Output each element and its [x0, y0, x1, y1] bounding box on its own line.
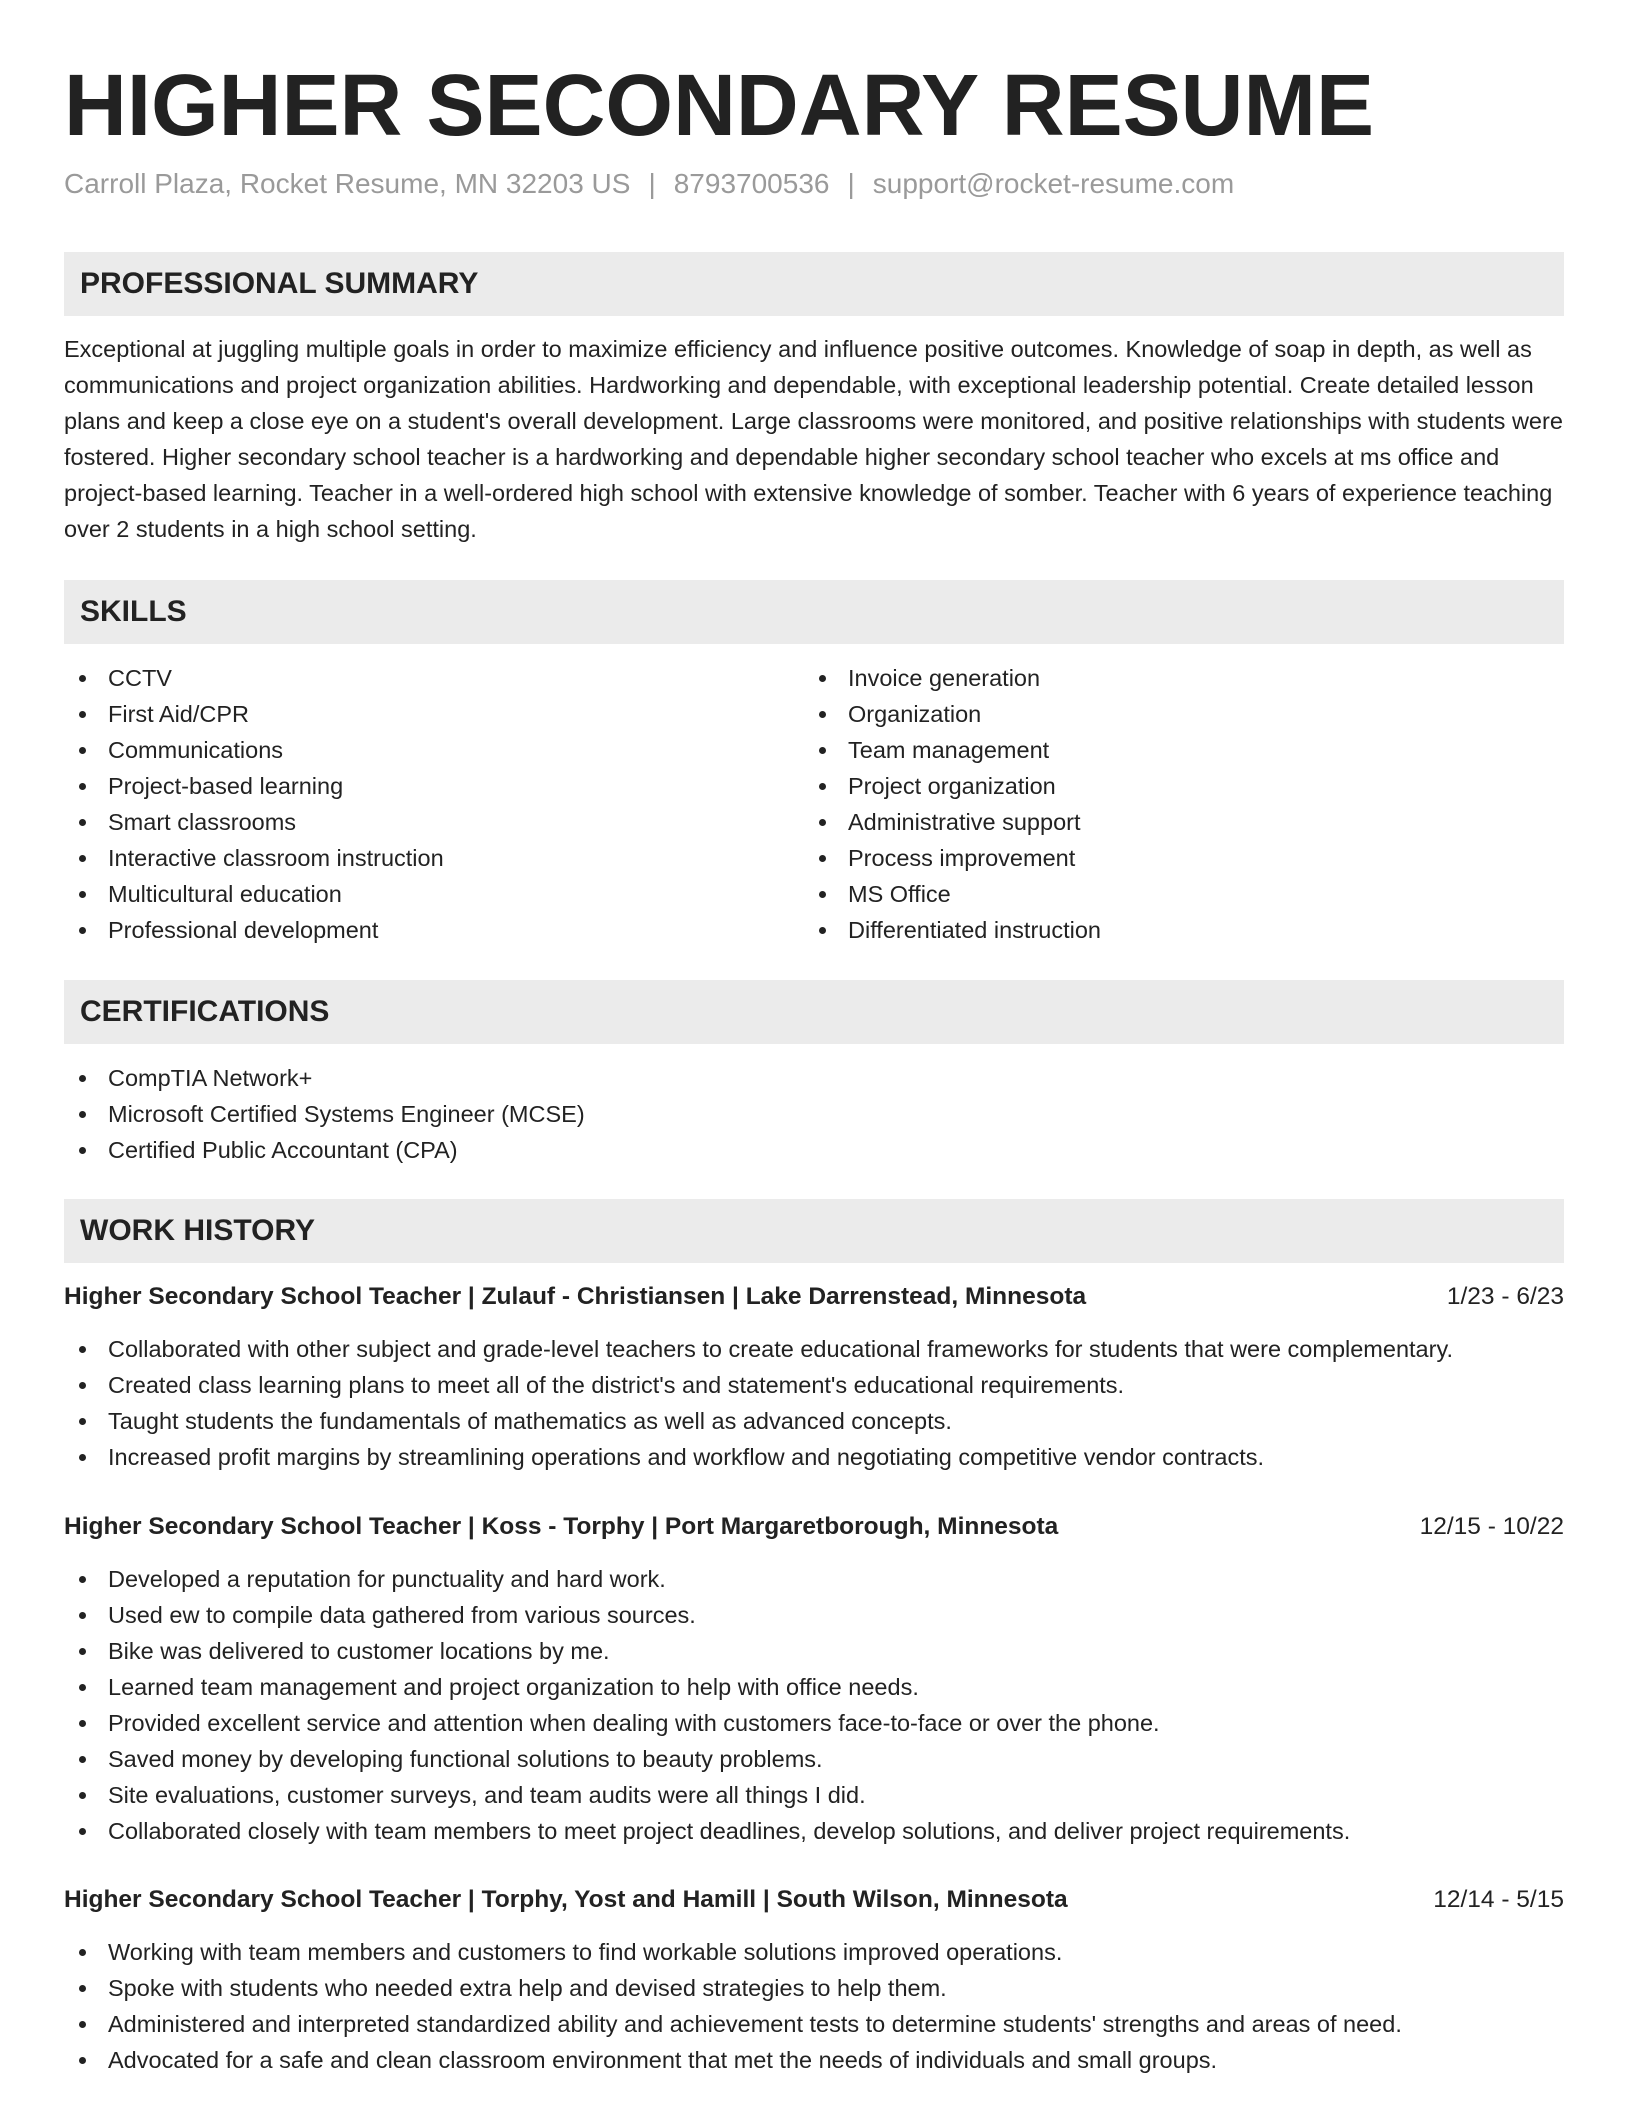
- job-dates: 1/23 - 6/23: [1446, 1283, 1564, 1310]
- job-bullet: Bike was delivered to customer locations by me.: [64, 1633, 1350, 1669]
- job-bullets: [64, 1331, 1453, 1475]
- skill-item: MS Office: [804, 876, 1101, 912]
- skill-item: Communications: [64, 732, 444, 768]
- contact-line: [64, 166, 1234, 202]
- resume-title: HIGHER SECONDARY RESUME: [64, 57, 1375, 154]
- section-header-skills: SKILLS: [64, 580, 1564, 644]
- contact-email[interactable]: support@rocket-resume.com: [872, 168, 1235, 199]
- certifications-list: [64, 1060, 585, 1168]
- job-bullet: Spoke with students who needed extra help and devised strategies to help them.: [64, 1970, 1402, 2006]
- skill-item: Organization: [804, 696, 1101, 732]
- job-bullet: Site evaluations, customer surveys, and team audits were all things I did.: [64, 1777, 1350, 1813]
- job-heading: [64, 1279, 1564, 1315]
- section-header-summary: PROFESSIONAL SUMMARY: [64, 252, 1564, 316]
- job-bullet: Advocated for a safe and clean classroom environment that met the needs of individuals and small groups.: [64, 2042, 1402, 2078]
- job-title: Higher Secondary School Teacher | Torphy, Yost and Hamill | South Wilson, Minnesota: [64, 1886, 1068, 1913]
- certification-item: Microsoft Certified Systems Engineer (MCSE): [64, 1096, 585, 1132]
- certification-item: Certified Public Accountant (CPA): [64, 1132, 585, 1168]
- job-bullet: Working with team members and customers to find workable solutions improved operations.: [64, 1934, 1402, 1970]
- skill-item: Smart classrooms: [64, 804, 444, 840]
- section-header-work-history: WORK HISTORY: [64, 1199, 1564, 1263]
- job-heading: [64, 1509, 1564, 1545]
- skills-list-left: [64, 660, 444, 948]
- job-bullet: Increased profit margins by streamlining operations and workflow and negotiating competitive vendor contracts.: [64, 1439, 1453, 1475]
- job-bullet: Created class learning plans to meet all of the district's and statement's educational requirements.: [64, 1367, 1453, 1403]
- section-header-certifications: CERTIFICATIONS: [64, 980, 1564, 1044]
- job-dates: 12/14 - 5/15: [1433, 1886, 1564, 1913]
- skill-item: Project-based learning: [64, 768, 444, 804]
- skill-item: Interactive classroom instruction: [64, 840, 444, 876]
- contact-address: Carroll Plaza, Rocket Resume, MN 32203 US: [64, 168, 631, 199]
- job-bullet: Learned team management and project organization to help with office needs.: [64, 1669, 1350, 1705]
- job-bullets: [64, 1561, 1350, 1849]
- skill-item: CCTV: [64, 660, 444, 696]
- job-title: Higher Secondary School Teacher | Zulauf - Christiansen | Lake Darrenstead, Minnesota: [64, 1283, 1087, 1310]
- contact-separator: |: [847, 168, 855, 199]
- skill-item: Invoice generation: [804, 660, 1101, 696]
- summary-text: Exceptional at juggling multiple goals in order to maximize efficiency and influence positive outcomes. Knowledge of soap in depth, as well as communications and project organization abilities. Hardworking and dependable, with exceptional leadership potential. Create detailed lesson plans and keep a close eye on a student's overall development. Large classrooms were monitored, and positive relationships with students were fostered. Higher secondary school teacher is a hardworking and dependable higher secondary school teacher who excels at ms office and project-based learning. Teacher in a well-ordered high school with extensive knowledge of somber. Teacher with 6 years of experience teaching over 2 students in a high school setting.: [64, 336, 1563, 542]
- job-bullet: Administered and interpreted standardized ability and achievement tests to determine students' strengths and areas of need.: [64, 2006, 1402, 2042]
- skill-item: Professional development: [64, 912, 444, 948]
- job-title: Higher Secondary School Teacher | Koss - Torphy | Port Margaretborough, Minnesota: [64, 1513, 1059, 1540]
- job-bullet: Taught students the fundamentals of mathematics as well as advanced concepts.: [64, 1403, 1453, 1439]
- job-bullet: Used ew to compile data gathered from various sources.: [64, 1597, 1350, 1633]
- skill-item: Multicultural education: [64, 876, 444, 912]
- skill-item: Administrative support: [804, 804, 1101, 840]
- job-bullet: Provided excellent service and attention when dealing with customers face-to-face or over the phone.: [64, 1705, 1350, 1741]
- contact-separator: |: [648, 168, 656, 199]
- skill-item: Project organization: [804, 768, 1101, 804]
- job-bullets: [64, 1934, 1402, 2078]
- skill-item: Process improvement: [804, 840, 1101, 876]
- contact-phone[interactable]: 8793700536: [673, 168, 830, 199]
- job-bullet: Saved money by developing functional solutions to beauty problems.: [64, 1741, 1350, 1777]
- job-heading: [64, 1882, 1564, 1918]
- skill-item: Differentiated instruction: [804, 912, 1101, 948]
- job-bullet: Collaborated closely with team members to meet project deadlines, develop solutions, and deliver project requirements.: [64, 1813, 1350, 1849]
- skill-item: Team management: [804, 732, 1101, 768]
- job-bullet: Collaborated with other subject and grade-level teachers to create educational frameworks for students that were complementary.: [64, 1331, 1453, 1367]
- job-bullet: Developed a reputation for punctuality and hard work.: [64, 1561, 1350, 1597]
- skill-item: First Aid/CPR: [64, 696, 444, 732]
- skills-list-right: [804, 660, 1101, 948]
- certification-item: CompTIA Network+: [64, 1060, 585, 1096]
- job-dates: 12/15 - 10/22: [1419, 1513, 1564, 1540]
